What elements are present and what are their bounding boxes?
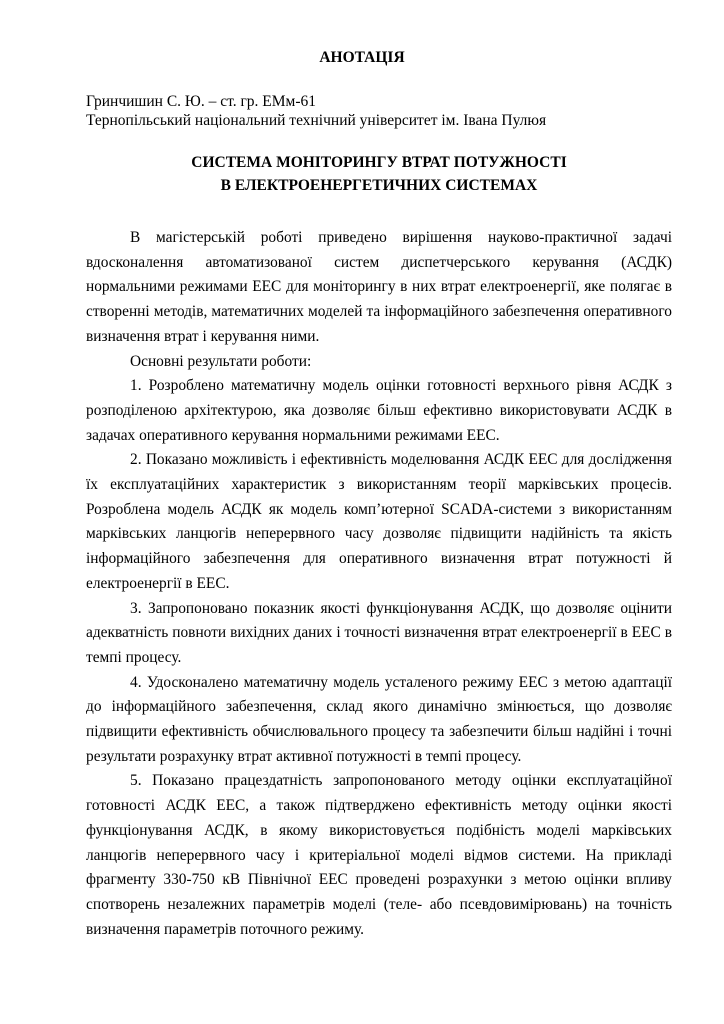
paragraph-result-4: 4. Удосконалено математичну модель усталеного режиму ЕЕС з метою адаптації до інформаційного забезпечення, склад якого динамічно змінюється, що дозволяє підвищити ефективність обчислювального процесу та забезпечити більш надійні і точні результати розрахунку втрат активної потужності в темпі процесу. [86, 673, 672, 765]
annotation-heading: АНОТАЦІЯ [319, 49, 405, 66]
institution-line: Тернопільський національний технічний університет ім. Івана Пулюя [86, 112, 547, 129]
title-line-1: СИСТЕМА МОНІТОРИНГУ ВТРАТ ПОТУЖНОСТІ [191, 154, 567, 171]
author-block [86, 92, 686, 130]
paragraph-result-2: 2. Показано можливість і ефективність моделювання АСДК ЕЕС для дослідження їх експлуатаційних характеристик з використанням теорії марківських процесів. Розроблена модель АСДК як модель комп’ютерної SCADA-системи з використанням марківських ланцюгів неперервного часу дозволяє підвищити надійність та якість інформаційного забезпечення для оперативного визначення втрат потужності й електроенергії в ЕЕС. [86, 451, 672, 592]
paragraph-intro: В магістерській роботі приведено вирішення науково-практичної задачі вдосконалення автоматизованої систем диспетчерського керування (АСДК) нормальними режимами ЕЕС для моніторингу в них втрат електроенергії, яке полягає в створенні методів, математичних моделей та інформаційного забезпечення оперативного визначення втрат і керування ними. [86, 229, 672, 345]
document-title [86, 151, 672, 197]
paragraph-result-3: 3. Запропоновано показник якості функціонування АСДК, що дозволяє оцінити адекватність повноти вихідних даних і точності визначення втрат електроенергії в ЕЕС в темпі процесу. [86, 599, 672, 666]
paragraph-result-5: 5. Показано працездатність запропонованого методу оцінки експлуатаційної готовності АСДК ЕЕС, а також підтверджено ефективність методу оцінки якості функціонування АСДК, в якому використовується подібність моделі марківських ланцюгів неперервного часу і критеріальної моделі відмов системи. На прикладі фрагменту 330-750 кВ Північної ЕЕС проведені розрахунки з метою оцінки впливу спотворень незалежних параметрів моделі (теле- або псевдовимірювань) на точність визначення параметрів поточного режиму. [86, 772, 672, 938]
body-text [86, 226, 672, 942]
paragraph-result-1: 1. Розроблено математичну модель оцінки готовності верхнього рівня АСДК з розподіленою архітектурою, яка дозволяє більш ефективно використовувати АСДК в задачах оперативного керування нормальними режимами ЕЕС. [86, 377, 672, 444]
paragraph-results-heading: Основні результати роботи: [130, 352, 312, 370]
title-line-2: В ЕЛЕКТРОЕНЕРГЕТИЧНИХ СИСТЕМАХ [220, 177, 538, 194]
author-line: Гринчишин С. Ю. – ст. гр. ЕМм-61 [86, 93, 317, 110]
